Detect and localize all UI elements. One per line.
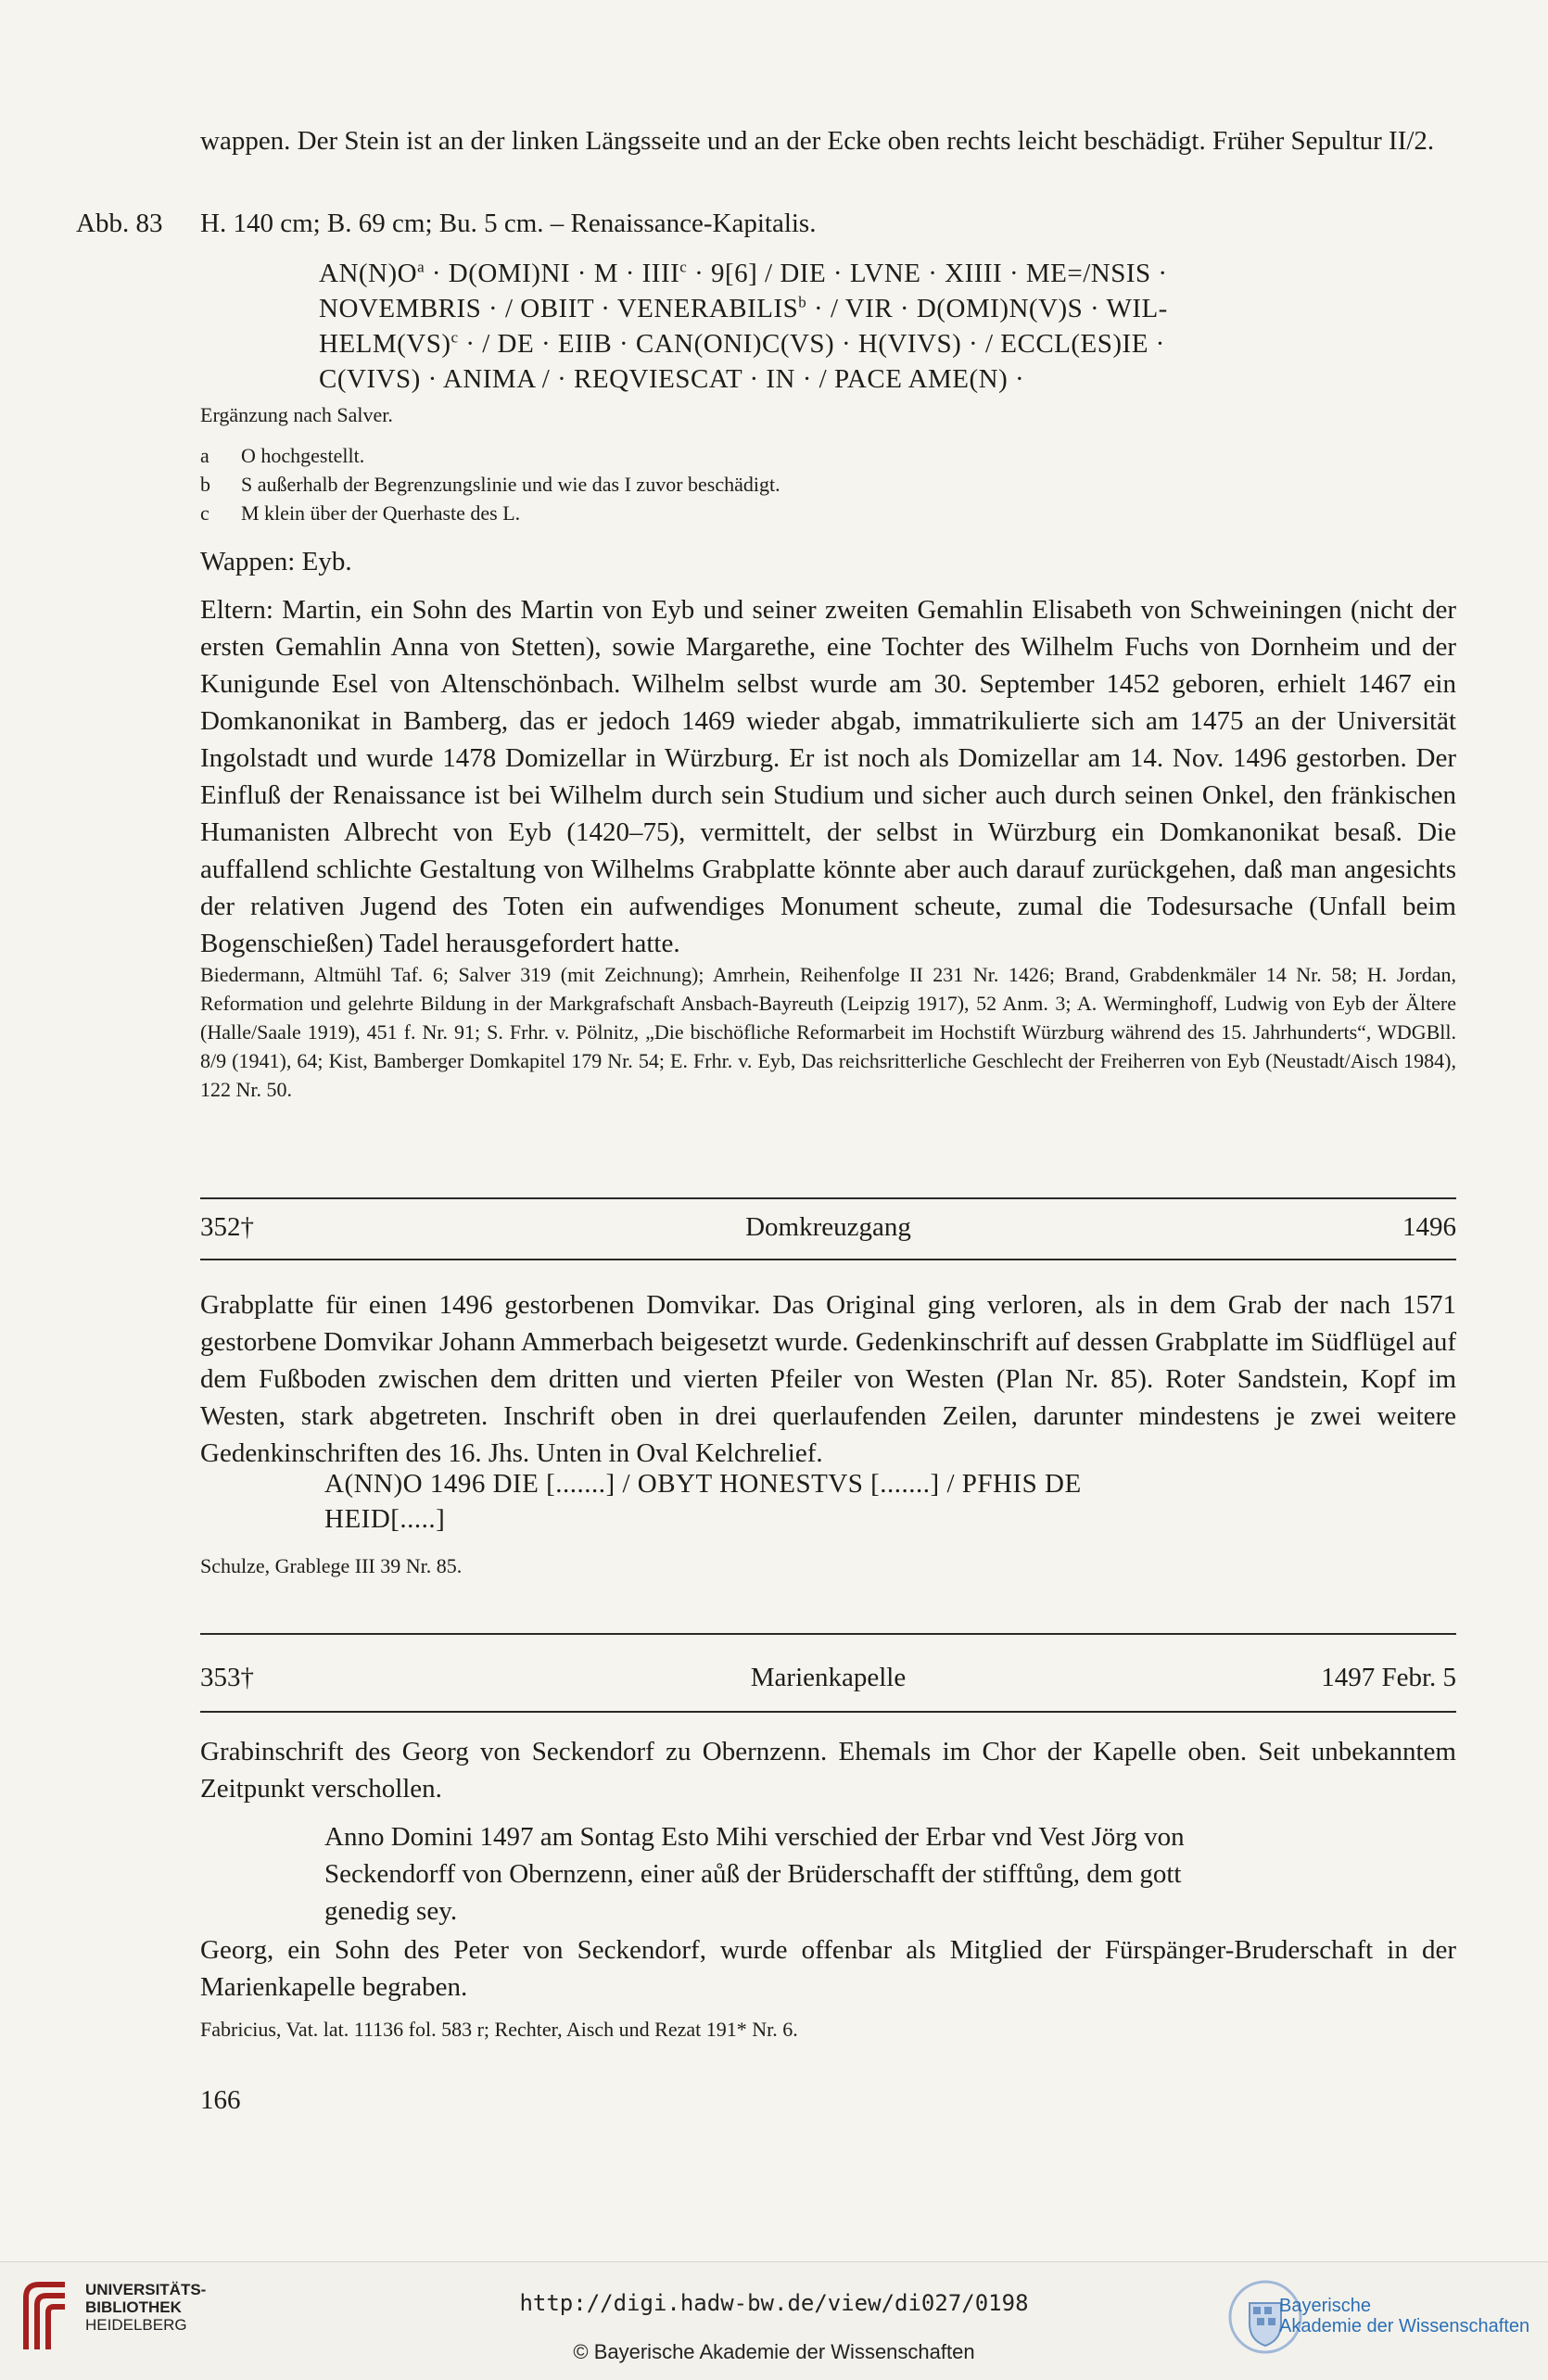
viewer-footer	[0, 2261, 1548, 2380]
section-rule-bottom	[200, 1711, 1456, 1713]
entry-353-description: Grabinschrift des Georg von Seckendorf zu Obernzenn. Ehemals im Chor der Kapelle oben. Seit unbekanntem Zeitpunkt verschollen.	[200, 1737, 1456, 1804]
entry-date: 1496	[1402, 1212, 1456, 1242]
entry-location: Domkreuzgang	[745, 1212, 911, 1242]
baw-name: Bayerische Akademie der Wissenschaften	[1279, 2296, 1530, 2336]
entry-date: 1497 Febr. 5	[1321, 1663, 1456, 1692]
section-rule-top	[200, 1197, 1456, 1199]
bibliography-353: Fabricius, Vat. lat. 11136 fol. 583 r; Rechter, Aisch und Rezat 191* Nr. 6.	[200, 2018, 798, 2041]
entry-number: 353†	[200, 1663, 254, 1692]
note-b: b S außerhalb der Begrenzungslinie und wie das I zuvor beschädigt.	[200, 473, 780, 496]
supplement-note: Ergänzung nach Salver.	[200, 403, 393, 426]
entry-352-description: Grabplatte für einen 1496 gestorbenen Domvikar. Das Original ging verloren, als in dem Grab der nach 1571 gestorbene Domvikar Johann Ammerbach beigesetzt wurde. Gedenkinschrift auf dessen Grabplatte im Südflügel auf dem Fußboden zwischen dem dritten und vierten Pfeiler von Westen (Plan Nr. 85). Roter Sandstein, Kopf im Westen, stark abgetreten. Inschrift oben in drei querlaufenden Zeilen, darunter mindestens je zwei weitere Gedenkinschriften des 16. Jhs. Unten in Oval Kelchrelief.	[200, 1290, 1456, 1468]
note-a: a O hochgestellt.	[200, 444, 365, 467]
commentary-paragraph: Eltern: Martin, ein Sohn des Martin von Eyb und seiner zweiten Gemahlin Elisabeth von Schweiningen (nicht der ersten Gemahlin Anna von Stetten), sowie Margarethe, eine Tochter des Wilhelm Fuchs von Dornheim und der Kunigunde Esel von Altenschönbach. Wilhelm selbst wurde am 30. September 1452 geboren, erhielt 1467 ein Domkanonikat in Bamberg, das er jedoch 1469 wieder abgab, immatrikulierte sich am 1475 an der Universität Ingolstadt und wurde 1478 Domizellar in Würzburg. Er ist noch als Domizellar am 14. Nov. 1496 gestorben. Der Einfluß der Renaissance ist bei Wilhelm durch sein Studium und sicher auch durch seinen Onkel, den fränkischen Humanisten Albrecht von Eyb (1420–75), vermittelt, der selbst in Würzburg ein Domkanonikat besaß. Die auffallend schlichte Gestaltung von Wilhelms Grabplatte könnte aber auch darauf zurückgehen, daß man angesichts der relativen Jugend des Toten ein aufwendiges Monument scheute, zumal die Todesursache (Unfall beim Bogenschießen) Tadel herausgefordert hatte.	[200, 595, 1456, 958]
figure-reference: Abb. 83	[76, 209, 163, 238]
section-rule-top	[200, 1633, 1456, 1635]
inscription-351: $AN(N)O^a \cdot D(OMI)NI \cdot M$ · $IIII^c \cdot 9[6]$ / DIE · LVNE · XIIII · ME=/NSIS · NOVEMBRIS · / OBIIT · $VENERABILIS^b$ · / VIR · D(OMI)N(V)S · WIL- HELM(VS)$^c$ · / DE · EIIB · CAN(ONI)C(VS) · H(VIVS) · / ECCL(ES)IE · C(VIVS) · ANIMA / · REQVIESCAT · IN · / PACE AME(N) ·	[319, 258, 1168, 394]
entry-header-352	[200, 1209, 1456, 1246]
inscription-353: Anno Domini 1497 am Sontag Esto Mihi verschied der Erbar vnd Vest Jörg von Seckendorff von Obernzenn, einer aůß der Brüderschafft der stifftůng, dem gott genedig sey.	[324, 1822, 1185, 1926]
copyright-notice: © Bayerische Akademie der Wissenschaften	[573, 2340, 975, 2363]
bibliography-351: Biedermann, Altmühl Taf. 6; Salver 319 (mit Zeichnung); Amrhein, Reihenfolge II 231 Nr. 1426; Brand, Grabdenkmäler 14 Nr. 58; H. Jordan, Reformation und gelehrte Bildung in der Markgrafschaft Ansbach-Bayreuth (Leipzig 1917), 52 Anm. 3; A. Werminghoff, Ludwig von Eyb der Ältere (Halle/Saale 1919), 451 f. Nr. 91; S. Frhr. v. Pölnitz, „Die bischöfliche Reformarbeit im Hochstift Würzburg während des 15. Jahrhunderts“, WDGBll. 8/9 (1941), 64; Kist, Bamberger Domkapitel 179 Nr. 54; E. Frhr. v. Eyb, Das reichsritterliche Geschlecht der Freiherren von Eyb (Neustadt/Aisch 1984), 122 Nr. 50.	[200, 963, 1456, 1101]
permalink-url[interactable]: http://digi.hadw-bw.de/view/di027/0198	[519, 2290, 1029, 2316]
coat-of-arms: Wappen: Eyb.	[200, 547, 352, 576]
entry-number: 352†	[200, 1212, 254, 1242]
section-rule-bottom	[200, 1259, 1456, 1260]
paragraph-intro: wappen. Der Stein ist an der linken Längsseite und an der Ecke oben rechts leicht beschädigt. Früher Sepultur II/2.	[200, 126, 1435, 156]
ub-heidelberg-name: UNIVERSITÄTS- BIBLIOTHEK HEIDELBERG	[85, 2281, 207, 2334]
note-c: c M klein über der Querhaste des L.	[200, 501, 521, 525]
entry-header-353	[200, 1659, 1456, 1696]
entry-location: Marienkapelle	[750, 1663, 907, 1692]
entry-353-commentary: Georg, ein Sohn des Peter von Seckendorf, wurde offenbar als Mitglied der Fürspänger-Bruderschaft in der Marienkapelle begraben.	[200, 1935, 1456, 2002]
bibliography-352: Schulze, Grablege III 39 Nr. 85.	[200, 1554, 463, 1577]
inscription-352: A(NN)O 1496 DIE [.......] / OBYT HONESTVS [.......] / PFHIS DE HEID[.....]	[324, 1469, 1082, 1534]
dimensions-line: H. 140 cm; B. 69 cm; Bu. 5 cm. – Renaissance-Kapitalis.	[200, 209, 817, 238]
apparatus-notes	[200, 441, 1456, 527]
page-number: 166	[200, 2085, 241, 2115]
